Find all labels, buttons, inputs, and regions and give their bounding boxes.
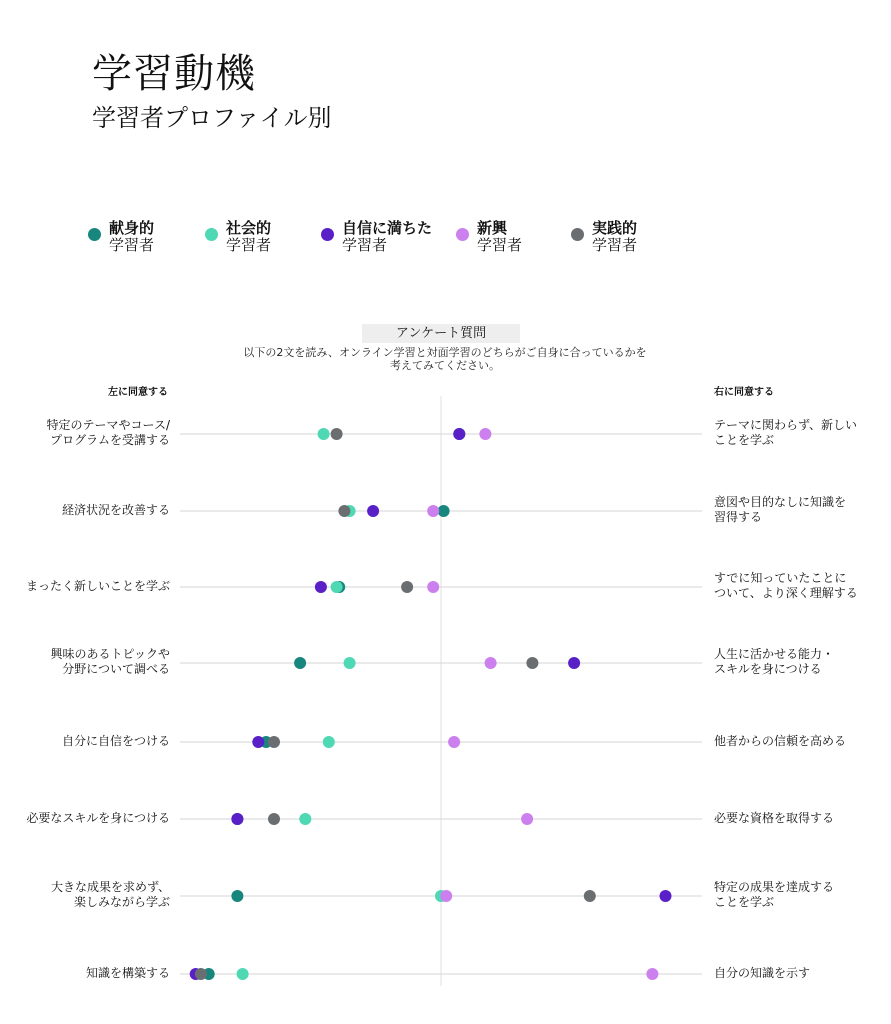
data-point <box>453 428 465 440</box>
legend-label-sub: 学習者 <box>592 236 638 254</box>
question-right-line: テーマに関わらず、新しい <box>714 418 858 432</box>
question-left-line: 特定のテーマやコース/ <box>46 418 170 432</box>
question-right-line: ことを学ぶ <box>714 895 775 909</box>
question-right-label <box>714 571 884 601</box>
data-point <box>584 890 596 902</box>
data-point <box>268 813 280 825</box>
question-right-line: ことを学ぶ <box>714 433 775 447</box>
data-point <box>338 505 350 517</box>
data-point <box>521 813 533 825</box>
question-right-label <box>714 811 884 826</box>
legend-label: 献身的 <box>109 219 155 237</box>
question-left-line: 知識を構築する <box>85 965 170 980</box>
question-left-line: 自分に自信をつける <box>61 733 170 748</box>
question-left-line: 興味のあるトピックや <box>50 647 170 661</box>
question-right-label <box>714 966 884 981</box>
question-right-line: すでに知っていたことに <box>714 571 847 585</box>
legend-label: 社会的 <box>226 219 272 237</box>
question-right-label <box>714 647 884 677</box>
page-subtitle: 学習者プロファイル別 <box>92 104 332 132</box>
data-point <box>231 890 243 902</box>
data-point <box>315 581 327 593</box>
data-point <box>526 657 538 669</box>
data-point <box>299 813 311 825</box>
question-left-line: まったく新しいことを学ぶ <box>25 578 170 593</box>
question-right-label <box>714 418 884 448</box>
question-left-label <box>10 418 170 448</box>
question-left-line: 経済状況を改善する <box>61 502 170 517</box>
question-right-label <box>714 734 884 749</box>
question-right-line: 意図や目的なしに知識を <box>714 495 847 509</box>
question-left-label <box>10 734 170 749</box>
data-point <box>268 736 280 748</box>
question-right-line: ついて、より深く理解する <box>714 586 858 600</box>
data-point <box>438 505 450 517</box>
data-point <box>195 968 207 980</box>
data-point <box>440 890 452 902</box>
data-point <box>323 736 335 748</box>
question-right-line: 特定の成果を達成する <box>714 880 835 894</box>
data-point <box>646 968 658 980</box>
question-right-line: 必要な資格を取得する <box>714 810 835 825</box>
question-right-label <box>714 495 884 525</box>
data-point <box>344 657 356 669</box>
legend-label-sub: 学習者 <box>109 236 155 254</box>
question-left-label <box>10 880 170 910</box>
data-point <box>331 581 343 593</box>
question-right-label <box>714 880 884 910</box>
question-left-line: 分野について調べる <box>62 662 170 676</box>
question-left-line: プログラムを受講する <box>50 433 170 447</box>
question-left-line: 必要なスキルを身につける <box>26 810 170 825</box>
survey-heading: アンケート質問 <box>362 324 520 343</box>
question-right-line: 習得する <box>714 510 763 524</box>
data-point <box>401 581 413 593</box>
question-right-line: 自分の知識を示す <box>714 965 811 980</box>
question-left-label <box>10 503 170 518</box>
question-left-label <box>10 966 170 981</box>
data-point <box>479 428 491 440</box>
right-agree-header: 右に同意する <box>714 387 774 398</box>
data-point <box>318 428 330 440</box>
data-point <box>427 505 439 517</box>
survey-line-2: 考えてみてください。 <box>390 359 500 372</box>
data-point <box>448 736 460 748</box>
legend-label: 自信に満ちた <box>342 219 433 237</box>
left-agree-header: 左に同意する <box>108 387 168 398</box>
legend-label-sub: 学習者 <box>342 236 388 254</box>
data-point <box>237 968 249 980</box>
question-left-label <box>10 811 170 826</box>
data-point <box>331 428 343 440</box>
legend-label-sub: 学習者 <box>477 236 523 254</box>
survey-line-1: 以下の2文を読み、オンライン学習と対面学習のどちらがご自身に合っているかを <box>243 346 647 359</box>
question-right-line: 他者からの信頼を高める <box>714 733 847 748</box>
legend-label-sub: 学習者 <box>226 236 272 254</box>
question-left-label <box>10 579 170 594</box>
question-left-line: 大きな成果を求めず、 <box>50 880 170 894</box>
question-right-line: 人生に活かせる能力・ <box>714 647 835 661</box>
data-point <box>427 581 439 593</box>
question-left-label <box>10 647 170 677</box>
data-point <box>660 890 672 902</box>
data-point <box>485 657 497 669</box>
question-left-line: 楽しみながら学ぶ <box>73 895 170 909</box>
data-point <box>294 657 306 669</box>
data-point <box>252 736 264 748</box>
page-title: 学習動機 <box>92 51 256 97</box>
data-point <box>231 813 243 825</box>
legend-label: 実践的 <box>592 219 638 237</box>
legend-label: 新興 <box>477 219 508 237</box>
data-point <box>367 505 379 517</box>
data-point <box>568 657 580 669</box>
question-right-line: スキルを身につける <box>714 662 822 676</box>
